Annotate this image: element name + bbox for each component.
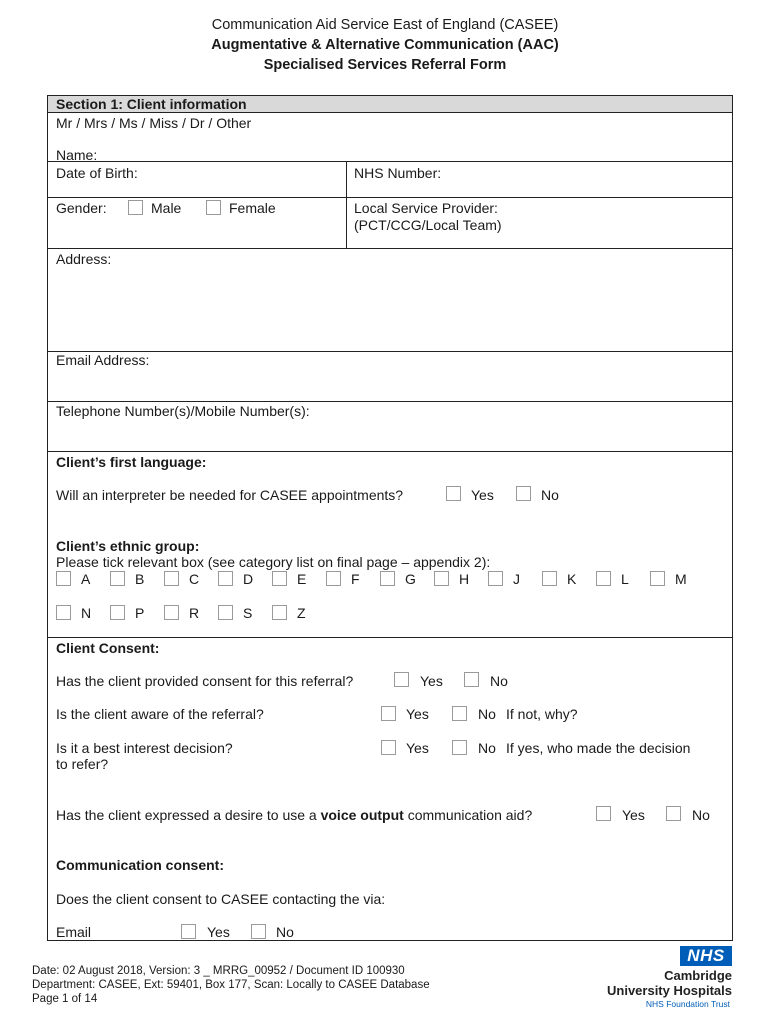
- nhs-logo: NHS: [680, 946, 732, 966]
- referral-form: [47, 95, 733, 941]
- aware-no-label: No: [478, 706, 496, 722]
- footer-page-number: Page 1 of 14: [32, 993, 98, 1005]
- contact-email-no-label: No: [276, 924, 294, 940]
- provider-label[interactable]: Local Service Provider:: [354, 200, 498, 216]
- ethnic-d-checkbox[interactable]: [218, 571, 233, 586]
- best-interest-yes-label: Yes: [406, 740, 429, 756]
- ethnic-j-checkbox[interactable]: [488, 571, 503, 586]
- ethnic-e-checkbox[interactable]: [272, 571, 287, 586]
- interpreter-question: Will an interpreter be needed for CASEE appointments?: [56, 487, 404, 503]
- communication-consent-heading: Communication consent:: [56, 857, 225, 873]
- contact-email-label: Email: [56, 924, 92, 940]
- ethnic-c-checkbox[interactable]: [164, 571, 179, 586]
- contact-email-yes-label: Yes: [207, 924, 230, 940]
- ethnic-s-label: S: [243, 605, 253, 621]
- footer-department: Department: CASEE, Ext: 59401, Box 177, Scan: Locally to CASEE Database: [32, 979, 430, 991]
- divider: [48, 248, 732, 249]
- first-language-heading: Client’s first language:: [56, 454, 207, 470]
- ethnic-h-checkbox[interactable]: [434, 571, 449, 586]
- female-checkbox[interactable]: [206, 200, 221, 215]
- aware-no-checkbox[interactable]: [452, 706, 467, 721]
- ethnic-l-checkbox[interactable]: [596, 571, 611, 586]
- logo-org-name: Cambridge: [664, 968, 732, 983]
- interpreter-no-label: No: [541, 487, 559, 503]
- ethnic-h-label: H: [459, 571, 470, 587]
- gender-label: Gender:: [56, 200, 107, 216]
- logo-org-subname: University Hospitals: [607, 983, 732, 998]
- consent-no-checkbox[interactable]: [464, 672, 479, 687]
- divider: [48, 637, 732, 638]
- aware-question: Is the client aware of the referral?: [56, 706, 264, 722]
- telephone-label[interactable]: Telephone Number(s)/Mobile Number(s):: [56, 403, 310, 419]
- ethnic-g-checkbox[interactable]: [380, 571, 395, 586]
- form-subtitle: Augmentative & Alternative Communication (AAC): [211, 37, 559, 53]
- title-options: Mr / Mrs / Ms / Miss / Dr / Other: [56, 115, 252, 131]
- name-label[interactable]: Name:: [56, 147, 98, 163]
- ethnic-f-label: F: [351, 571, 360, 587]
- voice-output-yes-label: Yes: [622, 807, 645, 823]
- consent-question: Has the client provided consent for this referral?: [56, 673, 354, 689]
- best-interest-no-checkbox[interactable]: [452, 740, 467, 755]
- ethnic-p-label: P: [135, 605, 145, 621]
- ethnic-l-label: L: [621, 571, 629, 587]
- ethnic-m-label: M: [675, 571, 687, 587]
- best-interest-no-label: No: [478, 740, 496, 756]
- female-label: Female: [229, 200, 276, 216]
- voice-output-q-pre: Has the client expressed a desire to use a: [56, 807, 321, 823]
- ethnic-f-checkbox[interactable]: [326, 571, 341, 586]
- divider: [48, 161, 732, 162]
- ethnic-b-checkbox[interactable]: [110, 571, 125, 586]
- interpreter-yes-label: Yes: [471, 487, 494, 503]
- ethnic-a-checkbox[interactable]: [56, 571, 71, 586]
- ethnic-r-checkbox[interactable]: [164, 605, 179, 620]
- ethnic-n-label: N: [81, 605, 92, 621]
- section-title: Section 1: Client information: [56, 96, 247, 112]
- ethnic-r-label: R: [189, 605, 200, 621]
- male-checkbox[interactable]: [128, 200, 143, 215]
- contact-question: Does the client consent to CASEE contacting the via:: [56, 891, 386, 907]
- ethnic-c-label: C: [189, 571, 200, 587]
- ethnic-j-label: J: [513, 571, 520, 587]
- form-org-title: Communication Aid Service East of England (CASEE): [211, 17, 559, 33]
- interpreter-yes-checkbox[interactable]: [446, 486, 461, 501]
- best-interest-followup: If yes, who made the decision: [506, 740, 691, 756]
- email-label[interactable]: Email Address:: [56, 352, 150, 368]
- divider: [48, 351, 732, 352]
- address-label[interactable]: Address:: [56, 251, 112, 267]
- ethnic-n-checkbox[interactable]: [56, 605, 71, 620]
- voice-output-yes-checkbox[interactable]: [596, 806, 611, 821]
- column-divider: [346, 161, 347, 249]
- ethnic-instruction: Please tick relevant box (see category list on final page – appendix 2):: [56, 554, 491, 570]
- divider: [48, 401, 732, 402]
- male-label: Male: [151, 200, 182, 216]
- consent-yes-label: Yes: [420, 673, 443, 689]
- ethnic-z-checkbox[interactable]: [272, 605, 287, 620]
- ethnic-p-checkbox[interactable]: [110, 605, 125, 620]
- contact-email-no-checkbox[interactable]: [251, 924, 266, 939]
- nhs-number-label[interactable]: NHS Number:: [354, 165, 442, 181]
- footer-doc-info: Date: 02 August 2018, Version: 3 _ MRRG_00952 / Document ID 100930: [32, 965, 405, 977]
- interpreter-no-checkbox[interactable]: [516, 486, 531, 501]
- ethnic-m-checkbox[interactable]: [650, 571, 665, 586]
- voice-output-q-bold: voice output: [320, 807, 404, 823]
- aware-yes-label: Yes: [406, 706, 429, 722]
- form-title: Specialised Services Referral Form: [263, 57, 507, 73]
- ethnic-k-checkbox[interactable]: [542, 571, 557, 586]
- contact-email-yes-checkbox[interactable]: [181, 924, 196, 939]
- voice-output-q-post: communication aid?: [403, 807, 533, 823]
- ethnic-s-checkbox[interactable]: [218, 605, 233, 620]
- aware-yes-checkbox[interactable]: [381, 706, 396, 721]
- divider: [48, 197, 732, 198]
- voice-output-no-label: No: [692, 807, 710, 823]
- ethnic-g-label: G: [405, 571, 416, 587]
- best-interest-question-cont: to refer?: [56, 756, 109, 772]
- ethnic-e-label: E: [297, 571, 307, 587]
- best-interest-question: Is it a best interest decision?: [56, 740, 233, 756]
- client-consent-heading: Client Consent:: [56, 640, 160, 656]
- ethnic-b-label: B: [135, 571, 145, 587]
- logo-trust: NHS Foundation Trust: [645, 999, 730, 1009]
- divider: [48, 451, 732, 452]
- ethnic-d-label: D: [243, 571, 254, 587]
- provider-sublabel: (PCT/CCG/Local Team): [354, 217, 502, 233]
- consent-yes-checkbox[interactable]: [394, 672, 409, 687]
- best-interest-yes-checkbox[interactable]: [381, 740, 396, 755]
- ethnic-a-label: A: [81, 571, 91, 587]
- ethnic-group-heading: Client’s ethnic group:: [56, 538, 200, 554]
- voice-output-no-checkbox[interactable]: [666, 806, 681, 821]
- ethnic-k-label: K: [567, 571, 577, 587]
- aware-followup: If not, why?: [506, 706, 578, 722]
- dob-label[interactable]: Date of Birth:: [56, 165, 138, 181]
- voice-output-question: [56, 807, 532, 823]
- consent-no-label: No: [490, 673, 508, 689]
- ethnic-z-label: Z: [297, 605, 306, 621]
